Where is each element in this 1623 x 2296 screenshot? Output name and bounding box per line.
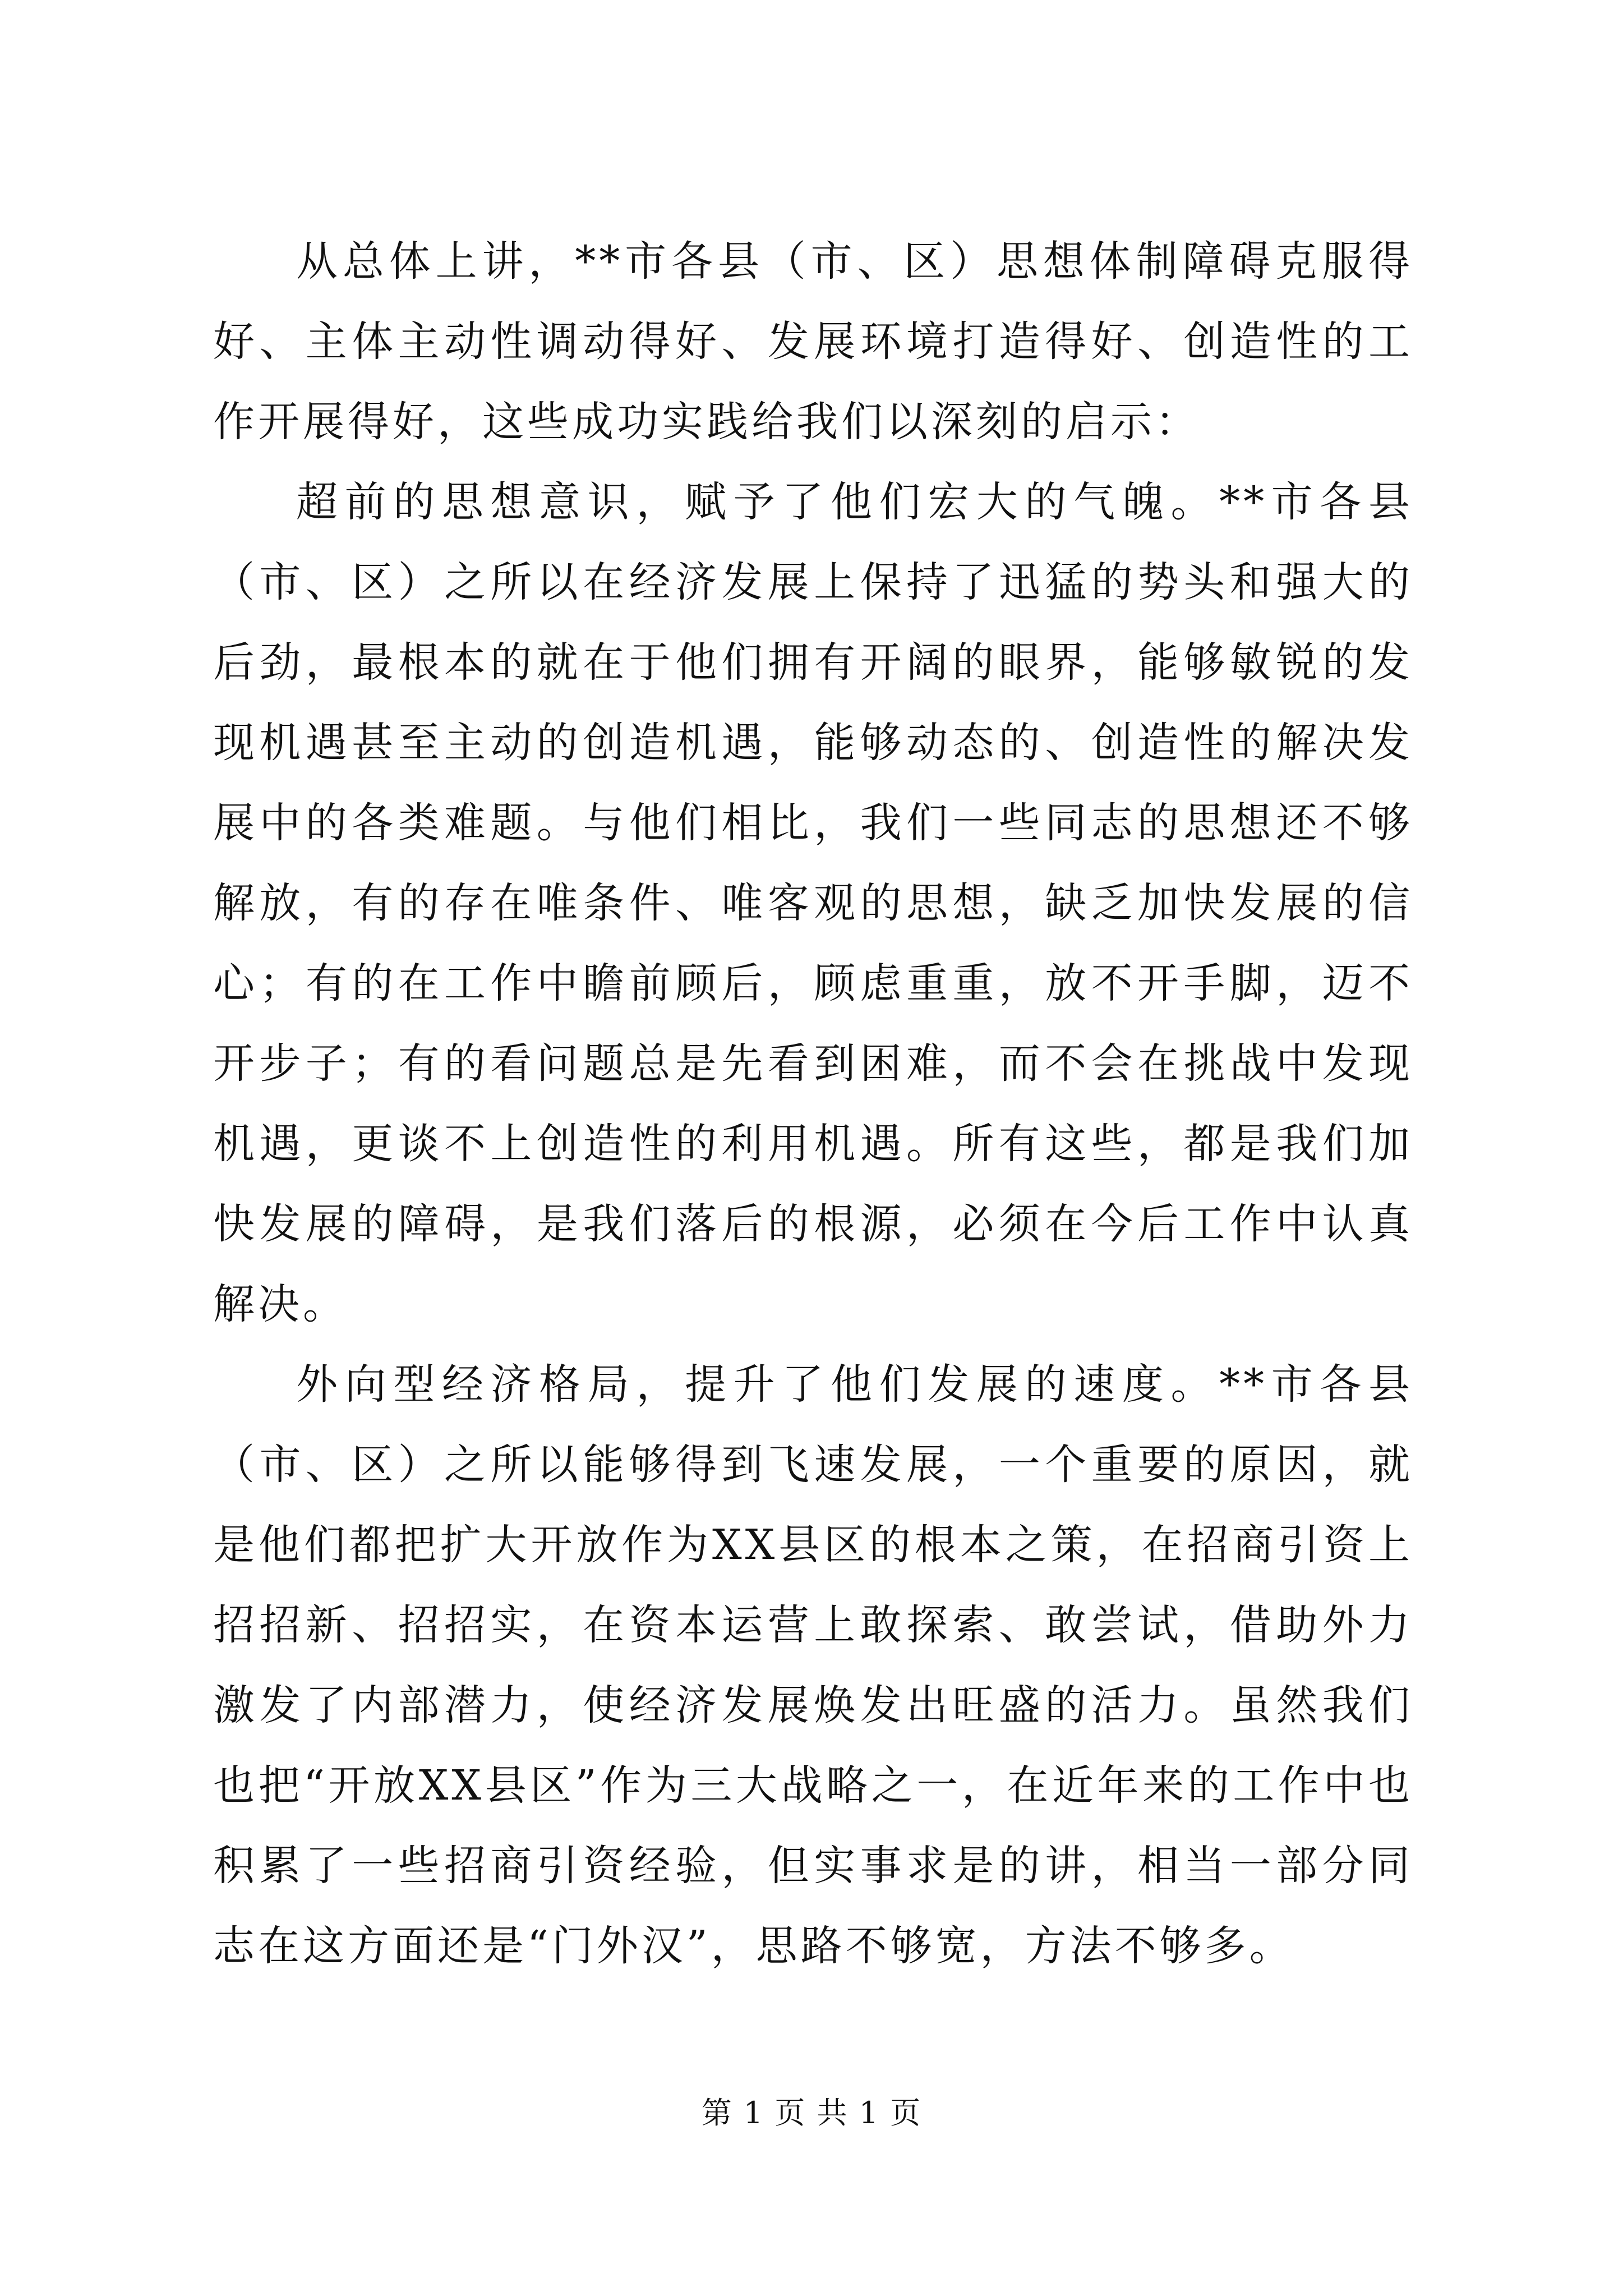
paragraph-export-economy: 外向型经济格局，提升了他们发展的速度。**市各县（市、区）之所以能够得到飞速发展，一个重要的原因，就是他们都把扩大开放作为XX县区的根本之策，在招商引资上招招新、招招实，在资本运营上敢探索、敢尝试，借助外力激发了内部潜力，使经济发展焕发出旺盛的活力。虽然我们也把“开放XX县区”作为三大战略之一，在近年来的工作中也积累了一些招商引资经验，但实事求是的讲，相当一部分同志在这方面还是“门外汉”，思路不够宽，方法不够多。	[213, 1360, 1413, 1970]
paragraph-summary: 从总体上讲，**市各县（市、区）思想体制障碍克服得好、主体主动性调动得好、发展环境打造得好、创造性的工作开展得好，这些成功实践给我们以深刻的启示：	[213, 237, 1413, 446]
paragraph-forward-thinking: 超前的思想意识，赋予了他们宏大的气魄。**市各县（市、区）之所以在经济发展上保持了迅猛的势头和强大的后劲，最根本的就在于他们拥有开阔的眼界，能够敏锐的发现机遇甚至主动的创造机遇，能够动态的、创造性的解决发展中的各类难题。与他们相比，我们一些同志的思想还不够解放，有的存在唯条件、唯客观的思想，缺乏加快发展的信心；有的在工作中瞻前顾后，顾虑重重，放不开手脚，迈不开步子；有的看问题总是先看到困难，而不会在挑战中发现机遇，更谈不上创造性的利用机遇。所有这些，都是我们加快发展的障碍，是我们落后的根源，必须在今后工作中认真解决。	[213, 478, 1413, 1328]
page-number-footer: 第 1 页 共 1 页	[701, 2095, 922, 2131]
document-body	[213, 222, 1413, 1986]
